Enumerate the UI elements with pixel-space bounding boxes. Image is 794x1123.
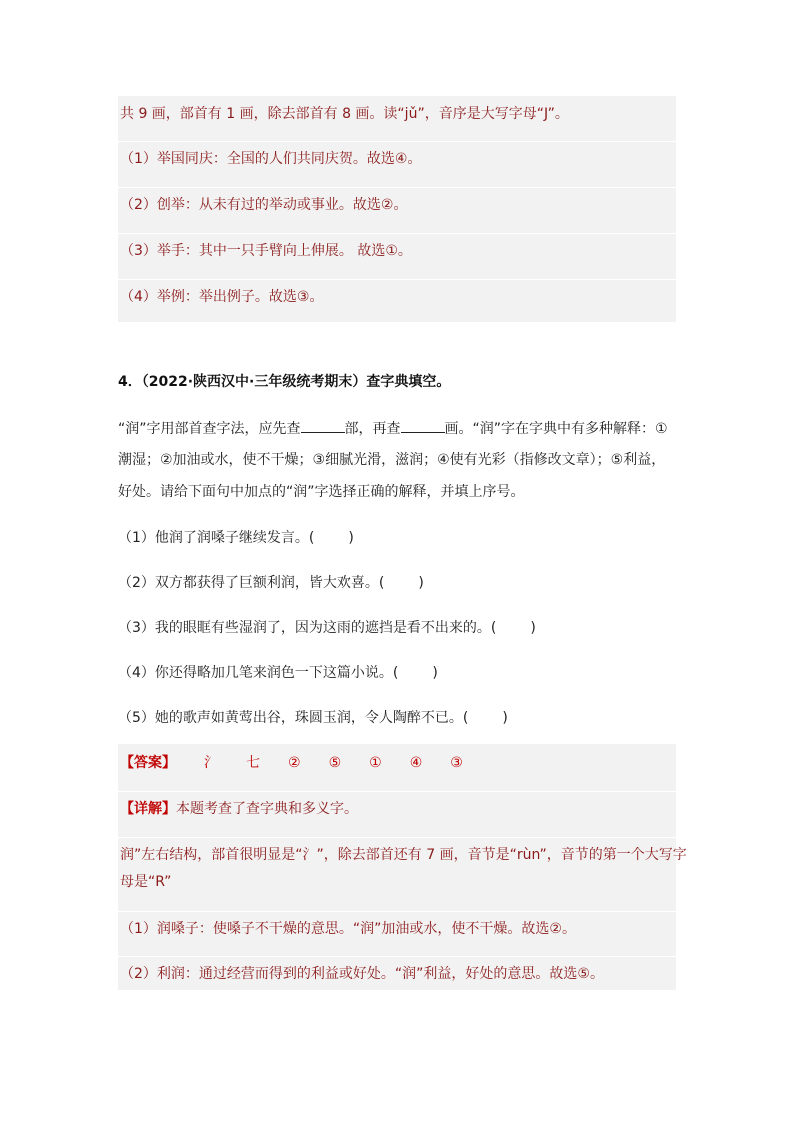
question-item-text: （3）我的眼眶有些湿润了，因为这雨的遮挡是看不出来的。( xyxy=(118,620,497,636)
question-item-text: （4）你还得略加几笔来润色一下这篇小说。( xyxy=(118,665,399,681)
question-item-text: （2）双方都获得了巨额利润，皆大欢喜。( xyxy=(118,575,385,591)
intro-text: 画。“润”字在字典中有多种解释：① xyxy=(444,421,668,437)
question-intro-line2: 潮湿；②加油或水，使不干燥；③细腻光滑，滋润；④使有光彩（指修改文章）；⑤利益， xyxy=(118,452,666,468)
explanation-line: （2）创举：从未有过的举动或事业。故选②。 xyxy=(118,187,676,215)
close-paren: ) xyxy=(530,620,536,636)
answer-value: 七 xyxy=(246,755,260,771)
question-intro-line3: 好处。请给下面句中加点的“润”字选择正确的解释，并填上序号。 xyxy=(118,484,525,500)
answer-line xyxy=(118,753,676,773)
close-paren: ) xyxy=(348,530,354,546)
explanation-block-top xyxy=(118,96,676,322)
answer-value: ⑤ xyxy=(328,755,342,771)
radical-blank[interactable] xyxy=(301,418,345,433)
answer-block xyxy=(118,744,687,990)
detail-line: 润”左右结构，部首很明显是“氵”，除去部首还有 7 画，音节是“rùn”，音节的第一个大写字 xyxy=(118,837,676,865)
detail-item: （2）利润：通过经营而得到的利益或好处。“润”利益，好处的意思。故选⑤。 xyxy=(118,956,676,984)
question-title: 4．（2022·陕西汉中·三年级统考期末）查字典填空。 xyxy=(118,374,451,390)
question-item xyxy=(118,708,678,728)
explanation-line: 共 9 画，部首有 1 画，除去部首有 8 画。读“jǔ”，音序是大写字母“J”。 xyxy=(120,106,569,122)
explanation-line: （4）举例：举出例子。故选③。 xyxy=(118,279,676,307)
detail-tag: 【详解】 xyxy=(120,801,176,817)
detail-summary: 本题考查了查字典和多义字。 xyxy=(176,801,358,817)
answer-value: 氵 xyxy=(204,755,218,771)
question-intro-line1 xyxy=(118,418,678,439)
question-item xyxy=(118,573,678,593)
question-item xyxy=(118,663,678,683)
question-item xyxy=(118,618,678,638)
question-item xyxy=(118,528,678,548)
question-item-text: （5）她的歌声如黄莺出谷，珠圆玉润，令人陶醉不已。( xyxy=(118,710,469,726)
answer-tag: 【答案】 xyxy=(120,755,176,771)
explanation-line: （1）举国同庆：全国的人们共同庆贺。故选④。 xyxy=(118,141,676,169)
detail-line: 母是“R” xyxy=(120,874,172,890)
explanation-line: （3）举手：其中一只手臂向上伸展。 故选①。 xyxy=(118,233,676,261)
answer-value: ② xyxy=(288,755,301,771)
close-paren: ) xyxy=(418,575,424,591)
answer-value: ③ xyxy=(450,755,463,771)
answer-value: ① xyxy=(369,755,382,771)
question-item-text: （1）他润了润嗓子继续发言。( xyxy=(118,530,315,546)
detail-item: （1）润嗓子：使嗓子不干燥的意思。“润”加油或水，使不干燥。故选②。 xyxy=(118,911,676,939)
answer-value: ④ xyxy=(409,755,423,771)
stroke-count-blank[interactable] xyxy=(401,418,445,433)
close-paren: ) xyxy=(432,665,438,681)
detail-summary-line xyxy=(118,791,676,819)
intro-text: “润”字用部首查字法，应先查 xyxy=(118,421,301,437)
intro-text: 部，再查 xyxy=(344,421,401,437)
close-paren: ) xyxy=(502,710,508,726)
